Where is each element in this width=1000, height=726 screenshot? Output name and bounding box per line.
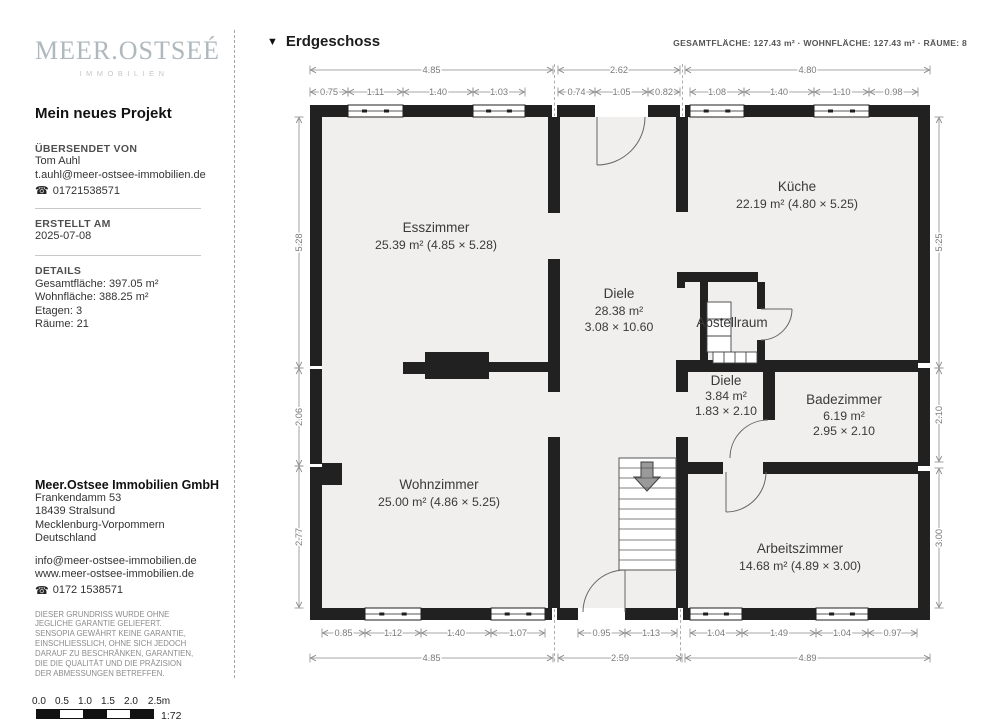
floor-title: Erdgeschoss: [285, 33, 381, 50]
svg-text:2.62: 2.62: [609, 65, 629, 76]
phone-icon: ☎: [35, 185, 49, 197]
detail-row: Wohnfläche: 388.25 m²: [35, 291, 149, 303]
svg-text:0.85: 0.85: [334, 628, 353, 639]
scale-tick: 2.5m: [147, 696, 171, 708]
created-heading: ERSTELLT AM: [35, 218, 111, 230]
company-region: Mecklenburg-Vorpommern: [35, 518, 165, 531]
company-name: Meer.Ostsee Immobilien GmbH: [35, 477, 220, 492]
sender-email: t.auhl@meer-ostsee-immobilien.de: [35, 168, 206, 181]
floor-summary: GESAMTFLÄCHE: 127.43 m² · WOHNFLÄCHE: 127.43 m² · RÄUME: 8: [673, 38, 967, 48]
svg-text:1.13: 1.13: [641, 628, 661, 639]
svg-text:1.49: 1.49: [769, 628, 789, 639]
room-size-badezimmer: 2.95 × 2.10: [813, 424, 875, 438]
project-title: Mein neues Projekt: [35, 105, 172, 122]
svg-text:1.04: 1.04: [706, 628, 726, 639]
scale-tick: 2.0: [124, 696, 138, 708]
svg-text:3.00: 3.00: [934, 528, 945, 548]
svg-text:4.85: 4.85: [422, 653, 441, 664]
svg-text:1.03: 1.03: [489, 87, 509, 98]
svg-text:2.10: 2.10: [934, 405, 945, 425]
room-size-diele-klein: 1.83 × 2.10: [695, 404, 757, 418]
svg-text:1.12: 1.12: [383, 628, 403, 639]
svg-text:1.40: 1.40: [769, 87, 789, 98]
sender-phone: 01721538571: [52, 184, 120, 197]
svg-text:1.08: 1.08: [707, 87, 727, 98]
brand-wordmark: MEER.OSTSEÉ: [35, 36, 221, 65]
company-email: info@meer-ostsee-immobilien.de: [35, 554, 197, 567]
room-label-arbeitszimmer: Arbeitszimmer: [756, 541, 844, 556]
svg-text:1.40: 1.40: [446, 628, 466, 639]
room-label-wohnzimmer: Wohnzimmer: [399, 477, 479, 492]
phone-icon: ☎: [35, 584, 49, 597]
disclaimer: DIESER GRUNDRISS WURDE OHNE JEGLICHE GARANTIE GELIEFERT. SENSOPIA GEWÄHRT KEINE GARANTIE, EINSCHLIESSLICH, OHNE SICH JEDOCH DARAUF ZU BESCHRÄNKEN, GARANTIEN, DIE DIE QUALITÄT UND DIE PRÄZISION DER ABMESSUNGEN BETREFFEN.: [35, 609, 194, 679]
company-city: 18439 Stralsund: [35, 505, 116, 517]
company-web: www.meer-ostsee-immobilien.de: [35, 568, 194, 580]
svg-text:1.07: 1.07: [508, 628, 528, 639]
detail-row: Räume: 21: [35, 318, 89, 330]
room-size-diele: 3.08 × 10.60: [584, 320, 654, 334]
details-heading: DETAILS: [35, 264, 82, 277]
svg-text:4.85: 4.85: [422, 65, 441, 76]
svg-text:0.74: 0.74: [567, 87, 586, 98]
brand-subtitle: IMMOBILIEN: [79, 69, 169, 78]
room-label-kueche: Küche: [777, 179, 817, 194]
scale-tick: 0.0: [32, 696, 46, 708]
svg-text:0.75: 0.75: [319, 87, 339, 98]
room-label-diele-klein: Diele: [710, 373, 742, 388]
svg-text:2.06: 2.06: [294, 407, 305, 427]
room-area-esszimmer: 25.39 m² (4.85 × 5.28): [374, 238, 498, 252]
svg-text:1.05: 1.05: [612, 87, 631, 98]
svg-text:2.59: 2.59: [610, 653, 630, 664]
svg-text:0.82: 0.82: [654, 87, 674, 98]
entry-door-gap-top: [595, 105, 648, 117]
room-area-wohnzimmer: 25.00 m² (4.86 × 5.25): [377, 495, 501, 509]
svg-text:0.97: 0.97: [883, 628, 902, 639]
svg-text:4.89: 4.89: [798, 653, 817, 664]
room-label-abstellraum: Abstellraum: [696, 315, 768, 330]
room-area-diele-klein: 3.84 m²: [705, 389, 747, 403]
company-street: Frankendamm 53: [35, 491, 122, 504]
svg-text:1.40: 1.40: [428, 87, 448, 98]
scale-bar-segments: [36, 709, 154, 719]
company-country: Deutschland: [35, 532, 97, 544]
svg-text:1.10: 1.10: [832, 87, 851, 98]
sent-by-heading: ÜBERSENDET VON: [35, 143, 138, 155]
staircase: [619, 458, 676, 570]
room-area-arbeitszimmer: 14.68 m² (4.89 × 3.00): [738, 559, 862, 573]
room-area-kueche: 22.19 m² (4.80 × 5.25): [735, 197, 859, 211]
scale-tick: 0.5: [55, 696, 69, 708]
room-area-diele: 28.38 m²: [594, 304, 644, 318]
triangle-down-icon: ▼: [267, 35, 278, 48]
svg-text:4.80: 4.80: [798, 65, 817, 76]
svg-text:1.04: 1.04: [832, 628, 852, 639]
created-date: 2025-07-08: [35, 230, 92, 242]
room-label-esszimmer: Esszimmer: [402, 220, 470, 235]
svg-text:0.95: 0.95: [592, 628, 611, 639]
company-phone: 0172 1538571: [52, 584, 124, 596]
scale-tick: 1.0: [78, 696, 92, 708]
svg-text:2.77: 2.77: [294, 527, 305, 547]
detail-row: Etagen: 3: [35, 304, 83, 317]
room-label-badezimmer: Badezimmer: [806, 392, 882, 407]
scale-tick: 1.5: [101, 696, 115, 708]
svg-text:0.98: 0.98: [884, 87, 903, 98]
room-label-diele: Diele: [603, 286, 635, 301]
sender-name: Tom Auhl: [35, 155, 81, 167]
scale-ratio: 1:72: [161, 710, 182, 723]
detail-row: Gesamtfläche: 397.05 m²: [35, 277, 159, 290]
entry-door-gap-bottom: [578, 608, 625, 620]
svg-text:5.25: 5.25: [934, 233, 945, 252]
room-area-badezimmer: 6.19 m²: [823, 409, 865, 423]
svg-text:1.11: 1.11: [366, 87, 385, 98]
svg-text:5.28: 5.28: [294, 233, 305, 252]
